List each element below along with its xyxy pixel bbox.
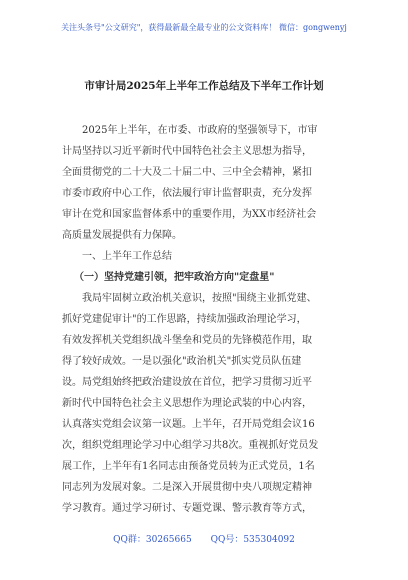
paragraph-line: 抓好党建促审计"的工作思路，持续加强政治理论学习，	[62, 314, 307, 325]
paragraph-line: 全面贯彻党的二十大及二十届二中、三中全会精神，紧扣	[62, 167, 312, 178]
paragraph-line: 展工作，上半年有1名同志由预备党员转为正式党员，1名	[62, 461, 315, 472]
paragraph-line: 2025年上半年，在市委、市政府的坚强领导下，市审	[82, 125, 318, 136]
paragraph-line: 市委市政府中心工作，依法履行审计监督职责，充分发挥	[62, 188, 312, 199]
footer-qq-number: QQ号：535304092	[210, 535, 295, 545]
paragraph-line: 审计在党和国家监督体系中的重要作用，为XX市经济社会	[62, 209, 317, 220]
document-title: 市审计局2025年上半年工作总结及下半年工作计划	[84, 80, 324, 92]
footer-contacts	[0, 532, 408, 545]
footer-qq-group: QQ群：30265665	[113, 535, 192, 545]
subsection-heading: （一）坚持党建引领，把牢政治方向"定盘星"	[74, 272, 275, 283]
paragraph-line: 新时代中国特色社会主义思想作为理论武装的中心内容，	[62, 398, 312, 409]
paragraph-line: 计局坚持以习近平新时代中国特色社会主义思想为指导，	[62, 146, 312, 157]
paragraph-line: 设。局党组始终把政治建设放在首位，把学习贯彻习近平	[62, 377, 312, 388]
document-body	[62, 120, 352, 519]
header-banner: 关注头条号"公文研究"，获得最新最全最专业的公文资料库！ 微信：gongwenyj	[61, 23, 347, 32]
paragraph-line: 同志列为发展对象。二是深入开展贯彻中央八项规定精神	[62, 482, 312, 493]
paragraph-line: 学习教育。通过学习研讨、专题党课、警示教育等方式，	[62, 503, 312, 514]
paragraph-line: 得了较好成效。一是以强化"政治机关"抓实党员队伍建	[62, 356, 302, 367]
paragraph-line: 有效发挥机关党组织战斗堡垒和党员的先锋模范作用，取	[62, 335, 312, 346]
paragraph-line: 我局牢固树立政治机关意识，按照"围绕主业抓党建、	[82, 293, 317, 304]
paragraph-line: 高质量发展提供有力保障。	[62, 230, 182, 241]
section-heading: 一、上半年工作总结	[82, 251, 172, 262]
paragraph-line: 次，组织党组理论学习中心组学习共8次。重视抓好党员发	[62, 440, 319, 451]
paragraph-line: 认真落实党组会议第一议题。上半年，召开局党组会议16	[62, 419, 315, 430]
